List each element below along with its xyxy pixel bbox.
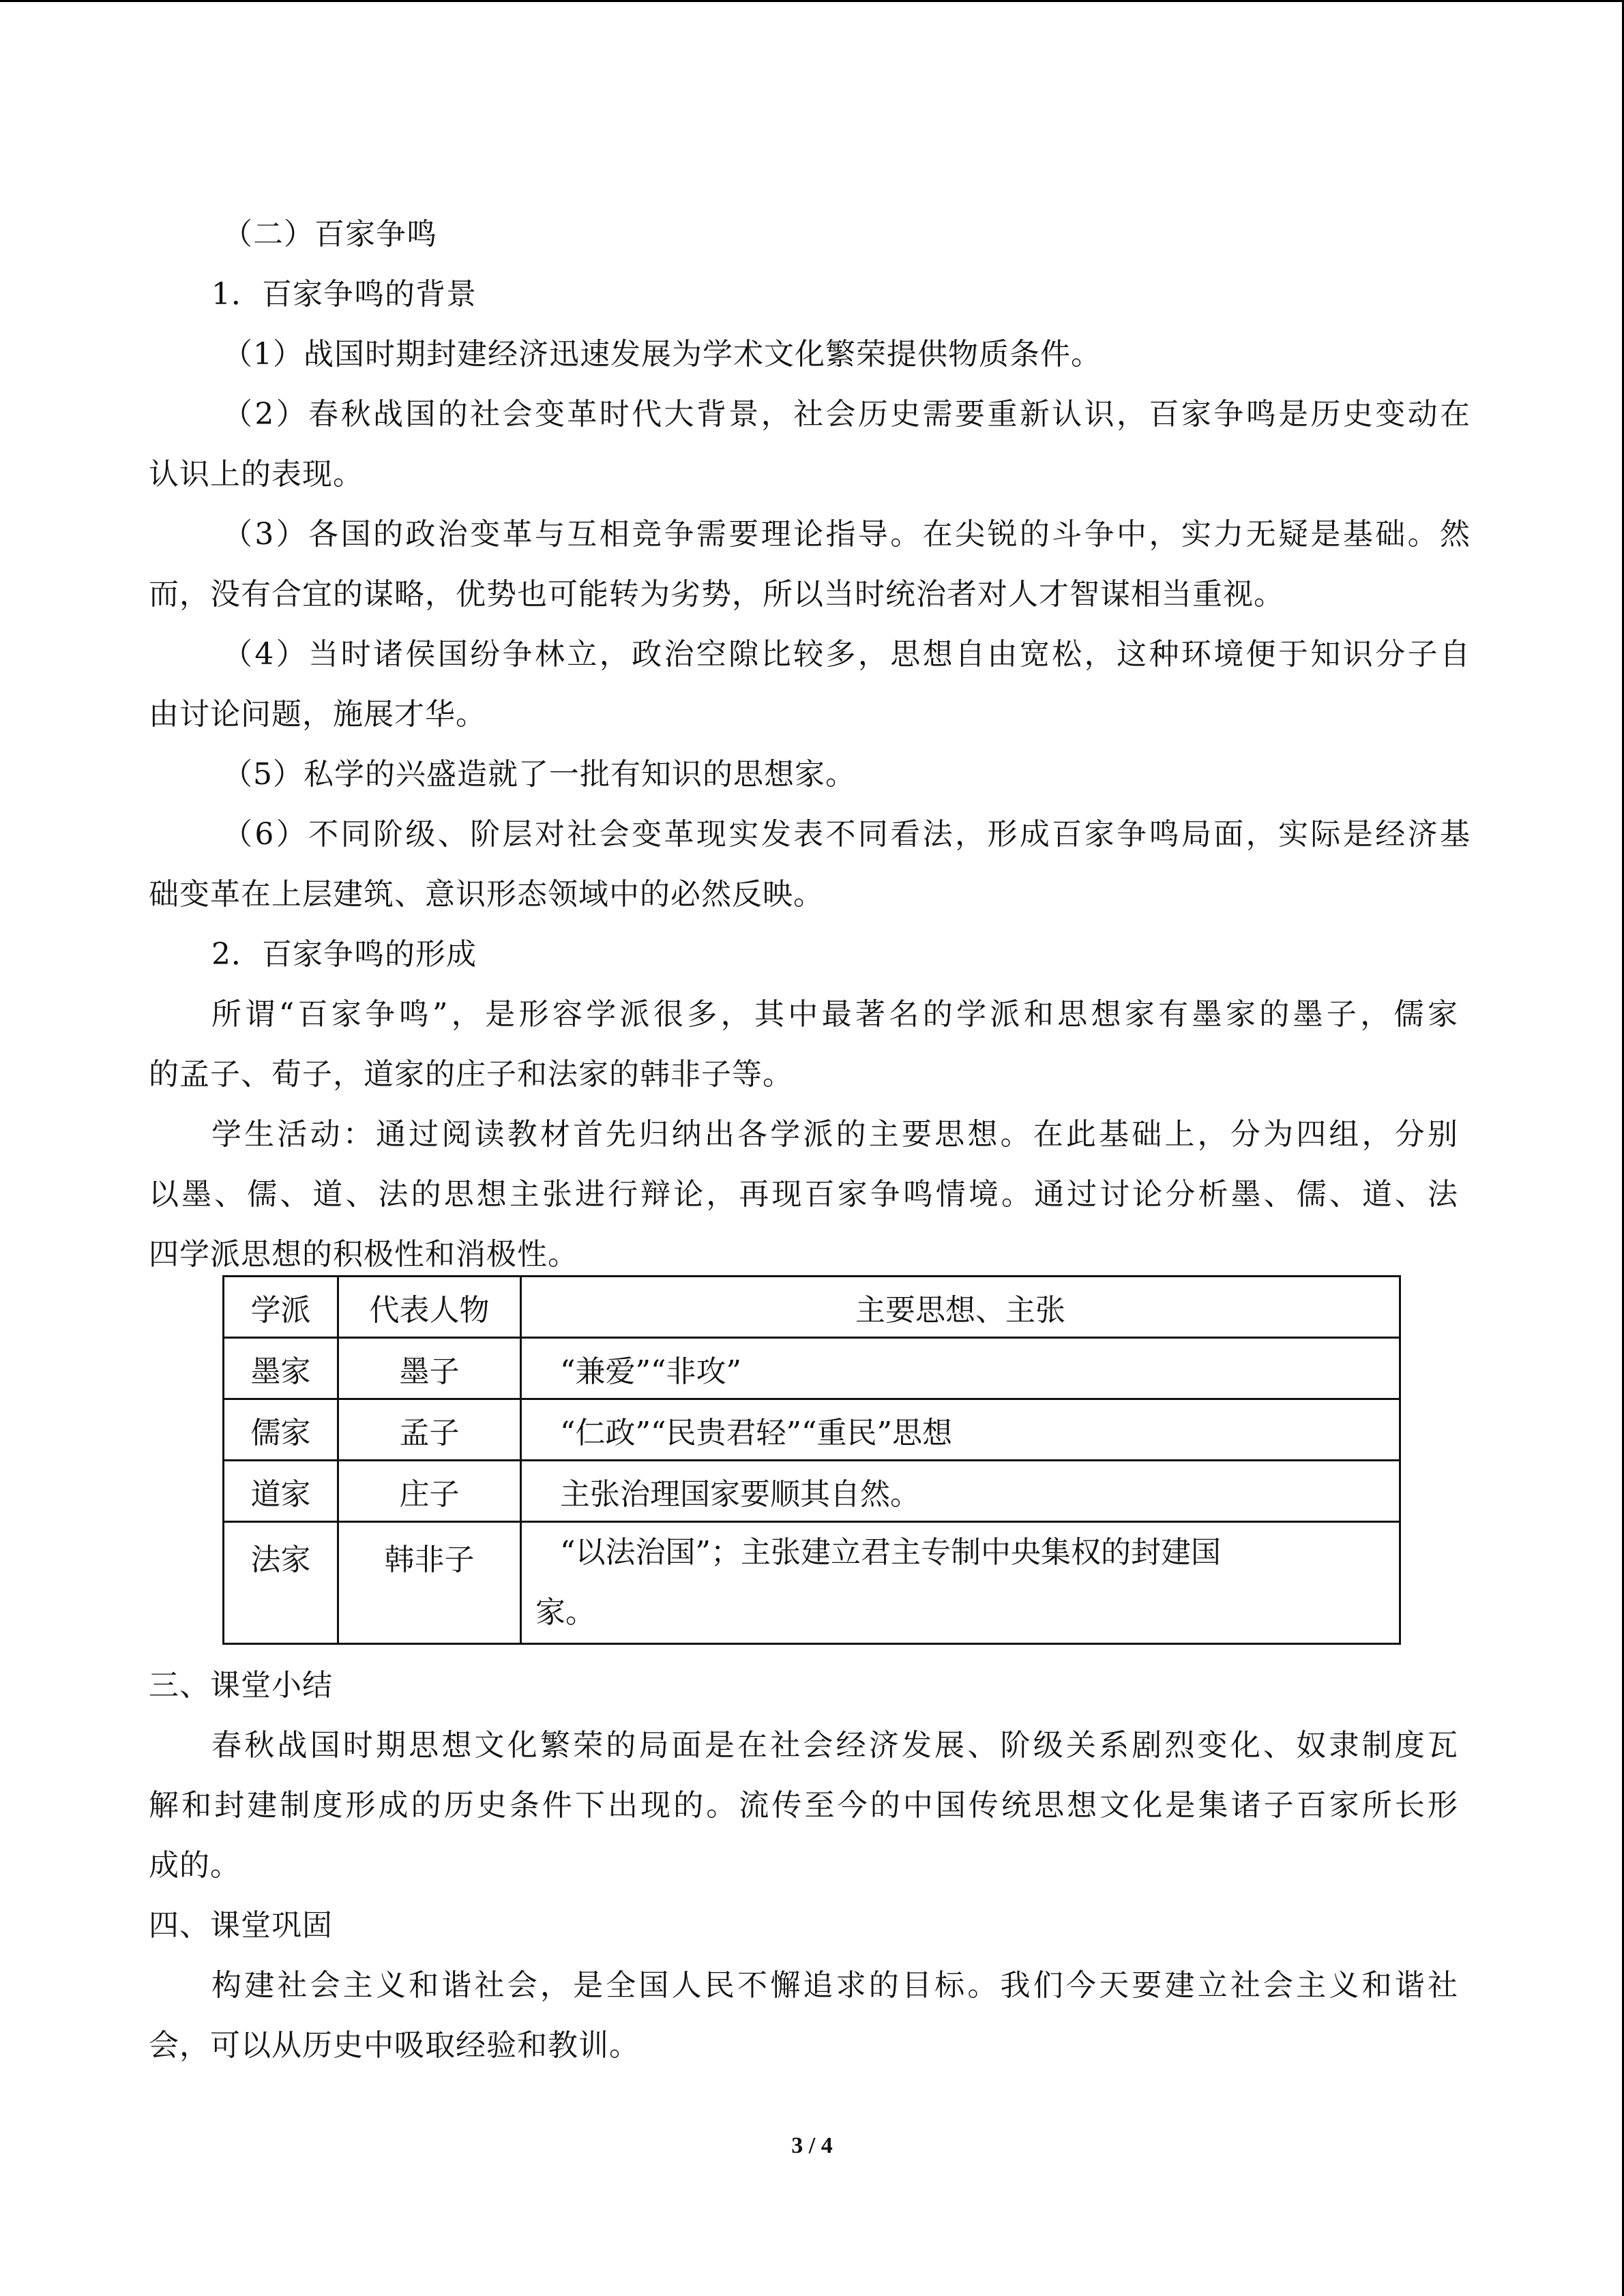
page-number: 3 / 4	[791, 2133, 833, 2158]
paragraph-5: （5）私学的兴盛造就了一批有知识的思想家。	[222, 757, 856, 792]
section-heading-summary: 三、课堂小结	[149, 1668, 333, 1703]
subheading-formation: 2．百家争鸣的形成	[211, 937, 477, 972]
subheading-background: 1．百家争鸣的背景	[211, 277, 477, 312]
cell-idea-line-1: “以法治国”；主张建立君主专制中央集权的封建国	[560, 1535, 1221, 1570]
table-row	[224, 1522, 1400, 1644]
paragraph-4-line-1: （4）当时诸侯国纷争林立，政治空隙比较多，思想自由宽松，这种环境便于知识分子自	[222, 637, 1471, 672]
cell-school: 法家	[224, 1522, 338, 1644]
summary-line-2: 解和封建制度形成的历史条件下出现的。流传至今的中国传统思想文化是集诸子百家所长形	[149, 1788, 1458, 1823]
cell-school: 儒家	[224, 1399, 338, 1461]
section-heading-consolidation: 四、课堂巩固	[149, 1908, 333, 1943]
consolidation-line-1: 构建社会主义和谐社会，是全国人民不懈追求的目标。我们今天要建立社会主义和谐社	[211, 1968, 1458, 2003]
header-ideas: 主要思想、主张	[521, 1277, 1400, 1338]
header-person: 代表人物	[338, 1277, 521, 1338]
paragraph-3-line-2: 而，没有合宜的谋略，优势也可能转为劣势，所以当时统治者对人才智谋相当重视。	[149, 577, 1284, 612]
cell-idea	[521, 1522, 1400, 1644]
section-heading-baijia: （二）百家争鸣	[222, 217, 437, 252]
schools-table	[222, 1275, 1401, 1645]
table-row	[224, 1338, 1400, 1399]
consolidation-line-2: 会，可以从历史中吸取经验和教训。	[149, 2028, 640, 2063]
paragraph-2-line-1: （2）春秋战国的社会变革时代大背景，社会历史需要重新认识，百家争鸣是历史变动在	[222, 397, 1471, 432]
header-school: 学派	[224, 1277, 338, 1338]
paragraph-3-line-1: （3）各国的政治变革与互相竞争需要理论指导。在尖锐的斗争中，实力无疑是基础。然	[222, 517, 1471, 552]
cell-idea: 主张治理国家要顺其自然。	[521, 1461, 1400, 1522]
paragraph-7-line-1: 所谓“百家争鸣”，是形容学派很多，其中最著名的学派和思想家有墨家的墨子，儒家	[211, 997, 1458, 1032]
paragraph-4-line-2: 由讨论问题，施展才华。	[149, 697, 486, 732]
cell-school: 道家	[224, 1461, 338, 1522]
cell-idea: “仁政”“民贵君轻”“重民”思想	[521, 1399, 1400, 1461]
paragraph-1: （1）战国时期封建经济迅速发展为学术文化繁荣提供物质条件。	[222, 337, 1102, 372]
paragraph-8-line-3: 四学派思想的积极性和消极性。	[149, 1237, 578, 1272]
table-row	[224, 1461, 1400, 1522]
summary-line-3: 成的。	[149, 1848, 241, 1883]
cell-idea-line-2: 家。	[535, 1595, 595, 1630]
paragraph-6-line-1: （6）不同阶级、阶层对社会变革现实发表不同看法，形成百家争鸣局面，实际是经济基	[222, 817, 1471, 852]
cell-person: 墨子	[338, 1338, 521, 1399]
paragraph-6-line-2: 础变革在上层建筑、意识形态领域中的必然反映。	[149, 877, 824, 912]
table-header-row	[224, 1277, 1400, 1338]
cell-person: 孟子	[338, 1399, 521, 1461]
paragraph-8-line-1: 学生活动：通过阅读教材首先归纳出各学派的主要思想。在此基础上，分为四组，分别	[211, 1117, 1458, 1152]
cell-idea: “兼爱”“非攻”	[521, 1338, 1400, 1399]
paragraph-7-line-2: 的孟子、荀子，道家的庄子和法家的韩非子等。	[149, 1057, 793, 1092]
cell-school: 墨家	[224, 1338, 338, 1399]
table-row	[224, 1399, 1400, 1461]
cell-person: 庄子	[338, 1461, 521, 1522]
summary-line-1: 春秋战国时期思想文化繁荣的局面是在社会经济发展、阶级关系剧烈变化、奴隶制度瓦	[211, 1728, 1458, 1763]
cell-person: 韩非子	[338, 1522, 521, 1644]
paragraph-2-line-2: 认识上的表现。	[149, 457, 364, 492]
page-border-top	[0, 0, 1624, 2]
paragraph-8-line-2: 以墨、儒、道、法的思想主张进行辩论，再现百家争鸣情境。通过讨论分析墨、儒、道、法	[149, 1177, 1458, 1212]
